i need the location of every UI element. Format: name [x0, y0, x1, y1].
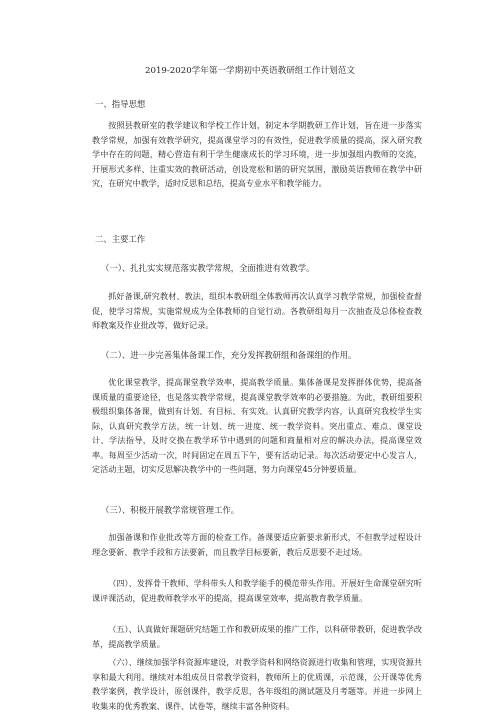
paragraph-routine-management: 加强备课和作业批改等方面的检查工作。备课要适应新要求新形式，不但教学过程设计理念要新、教学手段和方法要新，而且教学目标要新，教后反思要不走过场。 — [92, 532, 422, 557]
subheading-2: （二）、进一步完善集体备课工作，充分发挥教研组和备课组的作用。 — [101, 350, 357, 360]
subheading-1: （一）、扎扎实实规范落实教学常规，全面推进有效教学。 — [101, 263, 315, 273]
section-heading-guiding-thought: 一、指导思想 — [95, 99, 146, 109]
paragraph-guiding-thought: 按照县教研室的教学建议和学校工作计划，制定本学期教研工作计划，旨在进一步落实教学常规，加强有效教学研究，提高课堂学习的有效性，促进教学质量的提高，深入研究教学中存在的问题，精心营造有利于学生健康成长的学习环境，进一步加强组内教师的交流，开展形式多样、注重实效的教研活动，创设宽松和谐的研究氛围，激励英语教师在教学中研究，在研究中教学，适时反思和总结，提高专业水平和教学能力。 — [92, 120, 422, 188]
paragraph-collective-prep: 优化课堂教学，提高课堂教学效率，提高教学质量。集体备课是发挥群体优势，提高备课质量的重要途径，也是落实教学常规，提高课堂教学效率的必要措施。为此，教研组要积极组织集体备课，做到有计划、有目标、有实效。认真研究教学内容，认真研究我校学生实际，认真研究教学方法，统一计划、统一进度、统一教学资料。突出重点、难点、课堂设计、学法指导，及时交换在教学环节中遇到的问题和商量相对应的解决办法，提高课堂效率。每周至少活动一次，时间固定在周五下午，要有活动记录。每次活动要定中心发言人，定活动主题，切实反思解决教学中的一些问题，努力向课堂45分钟要质量。 — [92, 377, 422, 474]
section-heading-main-work: 二、主要工作 — [95, 234, 146, 244]
paragraph-item-4: （四）、发挥骨干教师、学科带头人和教学能手的模范带头作用。开展好生命课堂研究听课评课活动，促进教师教学水平的提高，提高课堂效率，提高教育教学质量。 — [92, 578, 422, 603]
paragraph-lesson-prep: 抓好备课,研究教材、教法，组织本教研组全体教师再次认真学习教学常规，加强检查督促，使学习常规，实施常规成为全体教师的自觉行动。各教研组每月一次抽查及总体检查教师教案及作业批改等，做好记录。 — [92, 291, 422, 330]
document-title: 2019-2020学年第一学期初中英语教研组工作计划范文 — [145, 66, 355, 76]
subheading-3: （三）、积极开展教学常规管理工作。 — [101, 505, 240, 515]
paragraph-item-5: （五）、认真做好课题研究结题工作和教研成果的推广工作，以科研带教研，促进教学改革，提高教学质量。 — [92, 624, 422, 649]
paragraph-item-6: （六）、继续加强学科资源库建设，对教学资料和网络资源进行收集和管理，实现资源共享和最大利用。继续对本组成员日常教学资料，教师所上的优质课，示范课，公开课等优秀教学案例，教学设计，原创课件，教学反思，各年级组的测试题及月考题等。并进一步网上收集来的优秀教案、课件、试卷等，继续丰富各种资料。 — [92, 657, 422, 711]
